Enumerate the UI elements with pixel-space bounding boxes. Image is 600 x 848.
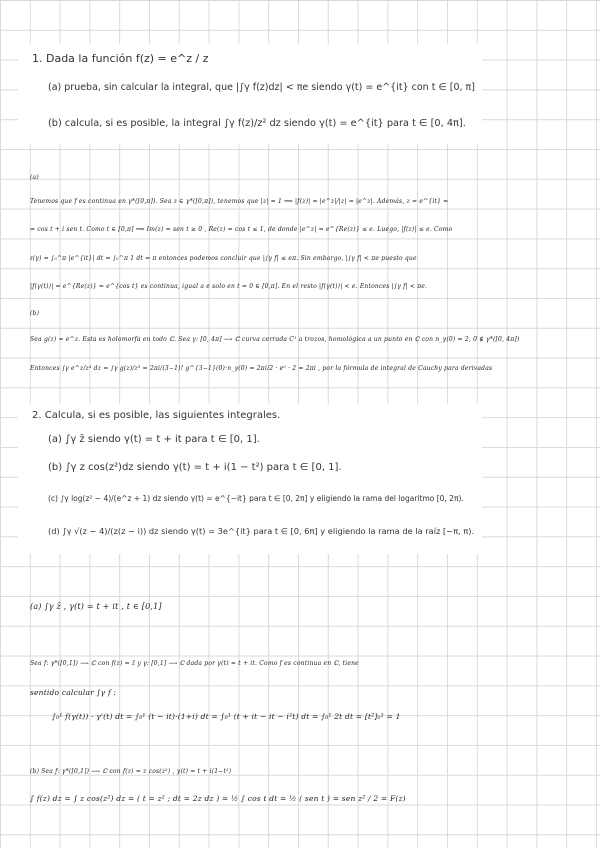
solution-2-a-line-1: Sea f: γ*([0,1]) ⟶ ℂ con f(z) = z̄ y γ: [0,1] ⟶ ℂ dada por γ(t) = t + it. Como f es continua en ℂ, tiene <box>30 660 359 667</box>
solution-2-a-heading: (a) ∫γ z̄ , γ(t) = t + it , t ∈ [0,1] <box>30 602 162 611</box>
problem-2-box <box>18 404 482 554</box>
problem-2-intro: 2. Calcula, si es posible, las siguientes integrales. <box>32 410 281 421</box>
solution-1-label-b: (b) <box>30 310 40 317</box>
solution-1-line-4: |f(γ(t))| = e^{Re(z)} = e^{cos t} es continua, igual a e solo en t = 0 ∈ [0,π]. En el resto |f(γ(t))| < e. Entonces |∫γ f| < πe. <box>30 283 428 290</box>
solution-1-label-a: (a) <box>30 174 39 181</box>
problem-1-part-a: (a) prueba, sin calcular la integral, que |∫γ f(z)dz| < πe siendo γ(t) = e^{it} con t ∈ [0, π] <box>48 82 475 93</box>
problem-2-part-c: (c) ∫γ log(z² − 4)/(e^z + 1) dz siendo γ(t) = e^{−it} para t ∈ [0, 2π] y eligiendo la rama del logaritmo [0, 2π). <box>48 494 464 503</box>
problem-1-intro: 1. Dada la función f(z) = e^z / z <box>32 52 209 65</box>
solution-1-line-5: Sea g(z) = e^z. Esta es holomorfa en todo ℂ. Sea γ: [0, 4π] ⟶ ℂ curva cerrada C¹ a trozos, homológica a un punto en ℂ con n_γ(0) = 2, 0 ∉ γ*([0, 4π]) <box>30 336 520 343</box>
solution-1-line-3: ℓ(γ) = ∫₀^π |e^{it}| dt = ∫₀^π 1 dt = π entonces podemos concluir que |∫γ f| ≤ eπ. Sin embargo, |∫γ f| < πe puesto que <box>30 255 417 262</box>
problem-2-part-b: (b) ∫γ z cos(z²)dz siendo γ(t) = t + i(1 − t²) para t ∈ [0, 1]. <box>48 462 342 473</box>
problem-2-part-a: (a) ∫γ z̄ siendo γ(t) = t + it para t ∈ [0, 1]. <box>48 434 260 445</box>
solution-2-b-line-1: ∫ f(z) dz = ∫ z cos(z²) dz = ( t = z² ; dt = 2z dz ) = ½ ∫ cos t dt = ½ ( sen t ) = sen z² / 2 = F(z) <box>30 794 406 803</box>
solution-1-line-1: Tenemos que f es continua en γ*([0,π]). Sea z ∈ γ*([0,π]), tenemos que |z| = 1 ⟹ |f(z)| = |e^z|/|z| = |e^z|. Además, z = e^{it} = <box>30 198 449 205</box>
solution-2-b-heading: (b) Sea f: γ*([0,1]) ⟶ ℂ con f(z) = z cos(z²) , γ(t) = t + i(1−t²) <box>30 768 232 775</box>
problem-1-box <box>18 44 482 144</box>
problem-2-part-d: (d) ∫γ √(z − 4)/(z(z − i)) dz siendo γ(t) = 3e^{it} para t ∈ [0, 6π] y eligiendo la rama de la raíz [−π, π). <box>48 526 475 536</box>
solution-2-a-line-2: sentido calcular ∫γ f : <box>30 688 117 697</box>
solution-1-line-6: Entonces ∫γ e^z/z³ dz = ∫γ g(z)/z³ = 2πi/(3−1)! g^{3−1}(0)·n_γ(0) = 2πi/2 · e⁰ · 2 = 2πi , por la fórmula de integral de Cauchy para derivadas <box>30 365 493 372</box>
problem-1-part-b: (b) calcula, si es posible, la integral ∫γ f(z)/z² dz siendo γ(t) = e^{it} para t ∈ [0, 4π]. <box>48 118 466 129</box>
solution-1-line-2: = cos t + i sen t. Como t ∈ [0,π] ⟹ Im(z) = sen t ≥ 0 , Re(z) = cos t ≤ 1, de donde |e^z| = e^{Re(z)} ≤ e. Luego, |f(z)| ≤ e. Como <box>30 226 453 233</box>
solution-2-a-line-3: ∫₀¹ f(γ(t)) · γ'(t) dt = ∫₀¹ (t − it)·(1+i) dt = ∫₀¹ (t + it − it − i²t) dt = ∫₀¹ 2t dt = [t²]₀¹ = 1 <box>52 712 401 721</box>
